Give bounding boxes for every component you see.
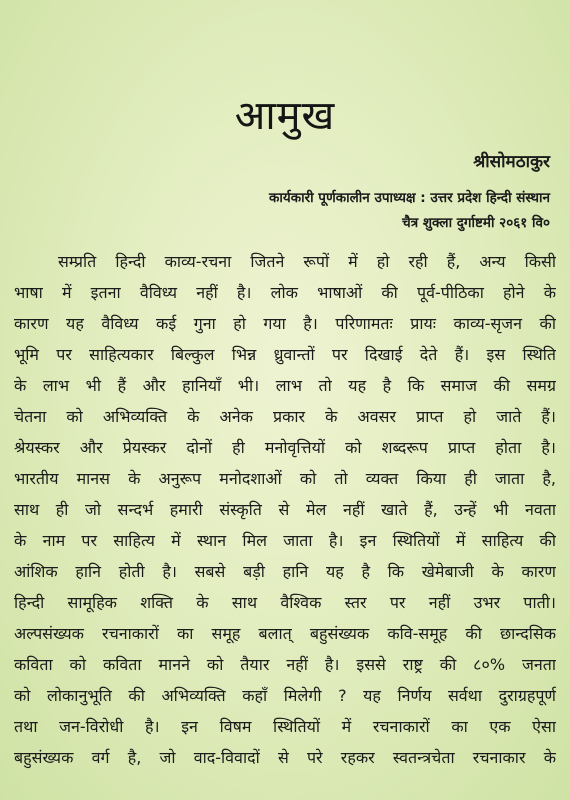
text-line: भूमि पर साहित्यकार बिल्कुल भिन्न ध्रुवान्तों पर दिखाई देते हैं। इस स्थिति <box>14 345 556 364</box>
text-line: बहुसंख्यक वर्ग है, जो वाद-विवादों से परे रहकर स्वतन्त्रचेता रचनाकार के <box>14 748 556 767</box>
text-line: तथा जन-विरोधी है। इन विषम स्थितियों में रचनाकारों का एक ऐसा <box>14 717 556 736</box>
text-line: आंशिक हानि होती है। सबसे बड़ी हानि यह है कि खेमेबाजी के कारण <box>14 562 556 581</box>
body-paragraph <box>14 246 556 773</box>
text-line: हिन्दी सामूहिक शक्ति के साथ वैश्विक स्तर पर नहीं उभर पाती। <box>14 593 556 612</box>
text-line: साथ ही जो सन्दर्भ हमारी संस्कृति से मेल नहीं खाते हैं, उन्हें भी नवता <box>14 500 556 519</box>
text-line: के लाभ भी हैं और हानियाँ भी। लाभ तो यह है कि समाज की समग्र <box>14 376 556 395</box>
text-line: कविता को कविता मानने को तैयार नहीं है। इससे राष्ट्र की ८०% जनता <box>14 655 556 674</box>
text-line: के नाम पर साहित्य में स्थान मिल जाता है। इन स्थितियों में साहित्य की <box>14 531 556 550</box>
text-line: भाषा में इतना वैविध्य नहीं है। लोक भाषाओं की पूर्व-पीठिका होने के <box>14 283 556 302</box>
text-line: चेतना को अभिव्यक्ति के अनेक प्रकार के अवसर प्राप्त हो जाते हैं। <box>14 407 556 426</box>
page-title: आमुख <box>234 92 336 139</box>
text-line: को लोकानुभूति की अभिव्यक्ति कहाँ मिलेगी ? यह निर्णय सर्वथा दुराग्रहपूर्ण <box>14 686 556 705</box>
text-line: सम्प्रति हिन्दी काव्य-रचना जितने रूपों में हो रही हैं, अन्य किसी <box>58 252 556 271</box>
text-line: कारण यह वैविध्य कई गुना हो गया है। परिणामतः प्रायः काव्य-सृजन की <box>14 314 556 333</box>
text-line: श्रेयस्कर और प्रेयस्कर दोनों ही मनोवृत्तियों को शब्दरूप प्राप्त होता है। <box>14 438 556 457</box>
text-line: अल्पसंख्यक रचनाकारों का समूह बलात् बहुसंख्यक कवि-समूह की छान्दसिक <box>14 624 556 643</box>
text-line: भारतीय मानस के अनुरूप मनोदशाओं को तो व्यक्त किया ही जाता है, <box>14 469 556 488</box>
date-line: चैत्र शुक्ला दुर्गाष्टमी २०६१ वि० <box>402 215 550 231</box>
author-name: श्रीसोमठाकुर <box>473 152 550 172</box>
author-designation: कार्यकारी पूर्णकालीन उपाध्यक्ष : उत्तर प्रदेश हिन्दी संस्थान <box>269 190 550 206</box>
